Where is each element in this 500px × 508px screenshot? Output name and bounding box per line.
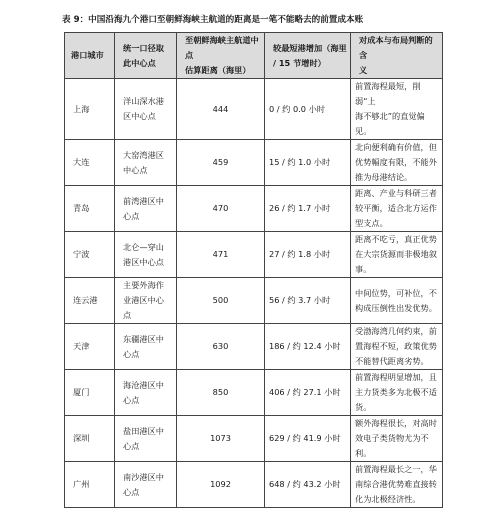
cell-city-text: 宁波 (73, 249, 90, 259)
cell-origin (115, 186, 177, 232)
cell-origin (115, 416, 177, 462)
cell-implication (351, 79, 443, 140)
cell-increase-text: 26 / 约 1.7 小时 (269, 203, 331, 213)
header-city (65, 33, 115, 79)
cell-city-text: 广州 (73, 479, 90, 489)
cell-increase-text: 15 / 约 1.0 小时 (269, 157, 331, 167)
cell-origin-text: 海沧港区中 心点 (123, 379, 164, 405)
table-header-row (65, 33, 443, 79)
header-city-text: 港口城市 (71, 50, 104, 60)
header-origin (115, 33, 177, 79)
cell-distance (177, 416, 265, 462)
cell-city (65, 232, 115, 278)
cell-implication-text: 距离、产业与科研三者 较平衡，适合北方运作 型支点。 (355, 188, 437, 228)
header-distance (177, 33, 265, 79)
cell-city-text: 大连 (73, 157, 90, 167)
table-caption: 表 9：中国沿海九个港口至朝鲜海峡主航道的距离是一笔不能略去的前置成本账 (62, 15, 364, 25)
cell-implication-text: 中间位势，可补位，不 构成压倒性出发优势。 (355, 287, 437, 313)
cell-city-text: 厦门 (73, 387, 90, 397)
cell-city-text: 上海 (73, 103, 90, 114)
cell-distance (177, 140, 265, 186)
cell-origin-text: 北仑—穿山 港区中心点 (123, 241, 164, 267)
cell-increase-text: 0 / 约 0.0 小时 (269, 103, 325, 114)
header-increase-text: 较最短港增加（海里 / 15 节增时） (273, 42, 347, 68)
cell-implication (351, 462, 443, 508)
cell-increase-text: 56 / 约 3.7 小时 (269, 295, 331, 305)
cell-distance-text: 630 (212, 341, 229, 351)
header-distance-text: 至朝鲜海峡主航道中点 估算距离（海里） (185, 35, 259, 75)
table-row (65, 278, 443, 324)
cell-increase (265, 232, 351, 278)
cell-implication (351, 324, 443, 370)
cell-city (65, 79, 115, 140)
cell-city (65, 416, 115, 462)
cell-implication-text: 前置海程最短，削弱“上 海不够北”的直觉偏见。 (355, 81, 425, 136)
cell-distance (177, 370, 265, 416)
header-origin-text: 统一口径取 此中心点 (123, 42, 164, 68)
cell-implication (351, 186, 443, 232)
cell-city-text: 深圳 (73, 433, 90, 443)
cell-distance-text: 459 (212, 157, 229, 167)
cell-increase (265, 416, 351, 462)
cell-origin (115, 79, 177, 140)
cell-increase (265, 278, 351, 324)
table-row (65, 462, 443, 508)
cell-origin-text: 洋山深水港 区中心点 (123, 96, 164, 121)
header-increase (265, 33, 351, 79)
cell-distance (177, 79, 265, 140)
cell-city (65, 140, 115, 186)
cell-origin (115, 278, 177, 324)
cell-distance-text: 500 (212, 295, 229, 305)
cell-increase-text: 629 / 约 41.9 小时 (269, 433, 341, 443)
cell-increase-text: 648 / 约 43.2 小时 (269, 479, 341, 489)
cell-implication (351, 278, 443, 324)
cell-distance-text: 1092 (210, 479, 231, 489)
table-row (65, 324, 443, 370)
cell-distance-text: 470 (212, 203, 229, 213)
cell-implication (351, 370, 443, 416)
cell-distance-text: 444 (212, 103, 229, 114)
cell-increase-text: 27 / 约 1.8 小时 (269, 249, 331, 259)
cell-increase (265, 140, 351, 186)
cell-implication-text: 受渤海湾几何约束，前 置海程不短，政策优势 不能替代距离劣势。 (355, 326, 437, 366)
cell-distance (177, 324, 265, 370)
cell-implication-text: 距离不吃亏，真正优势 在大宗货源而非极地叙 事。 (355, 234, 437, 274)
cell-origin (115, 324, 177, 370)
cell-distance (177, 278, 265, 324)
cell-origin-text: 东疆港区中 心点 (123, 333, 164, 359)
cell-city (65, 462, 115, 508)
cell-city (65, 186, 115, 232)
cell-origin-text: 大窑湾港区 中心点 (123, 149, 164, 175)
cell-increase-text: 406 / 约 27.1 小时 (269, 387, 341, 397)
cell-implication (351, 416, 443, 462)
cell-origin (115, 140, 177, 186)
cell-city (65, 370, 115, 416)
cell-implication (351, 232, 443, 278)
cell-distance (177, 232, 265, 278)
cell-distance-text: 471 (212, 249, 229, 259)
cell-origin-text: 主要外海作 业港区中心 点 (123, 280, 164, 320)
table-row (65, 370, 443, 416)
table-row (65, 186, 443, 232)
cell-implication-text: 额外海程很长，对高时 效电子类货物尤为不 利。 (355, 418, 437, 458)
table-row (65, 416, 443, 462)
port-distance-table (64, 32, 443, 508)
table-row (65, 232, 443, 278)
cell-increase-text: 186 / 约 12.4 小时 (269, 341, 341, 351)
cell-origin (115, 232, 177, 278)
cell-city-text: 连云港 (73, 295, 98, 305)
cell-increase (265, 79, 351, 140)
cell-distance-text: 1073 (210, 433, 231, 443)
cell-implication-text: 前置海程明显增加，且 主力货类多为北极不适 货。 (355, 372, 437, 412)
table-row (65, 79, 443, 140)
cell-implication-text: 北向便利确有价值，但 优势幅度有限，不能外 推为母港结论。 (355, 142, 437, 182)
cell-city (65, 324, 115, 370)
cell-distance (177, 186, 265, 232)
cell-increase (265, 324, 351, 370)
table-row (65, 140, 443, 186)
table-body (65, 79, 443, 508)
cell-distance (177, 462, 265, 508)
cell-origin (115, 370, 177, 416)
cell-origin (115, 462, 177, 508)
cell-origin-text: 前湾港区中 心点 (123, 195, 164, 221)
cell-distance-text: 850 (212, 387, 229, 397)
cell-increase (265, 462, 351, 508)
cell-city (65, 278, 115, 324)
header-implication-text: 对成本与布局判断的含 义 (359, 35, 433, 75)
cell-implication (351, 140, 443, 186)
cell-increase (265, 186, 351, 232)
cell-city-text: 青岛 (73, 203, 90, 213)
cell-origin-text: 南沙港区中 心点 (123, 471, 164, 497)
cell-implication-text: 前置海程最长之一，华 南综合港优势难直接转 化为北极经济性。 (355, 464, 437, 504)
header-implication (351, 33, 443, 79)
cell-origin-text: 盐田港区中 心点 (123, 425, 164, 451)
cell-increase (265, 370, 351, 416)
cell-city-text: 天津 (73, 341, 90, 351)
